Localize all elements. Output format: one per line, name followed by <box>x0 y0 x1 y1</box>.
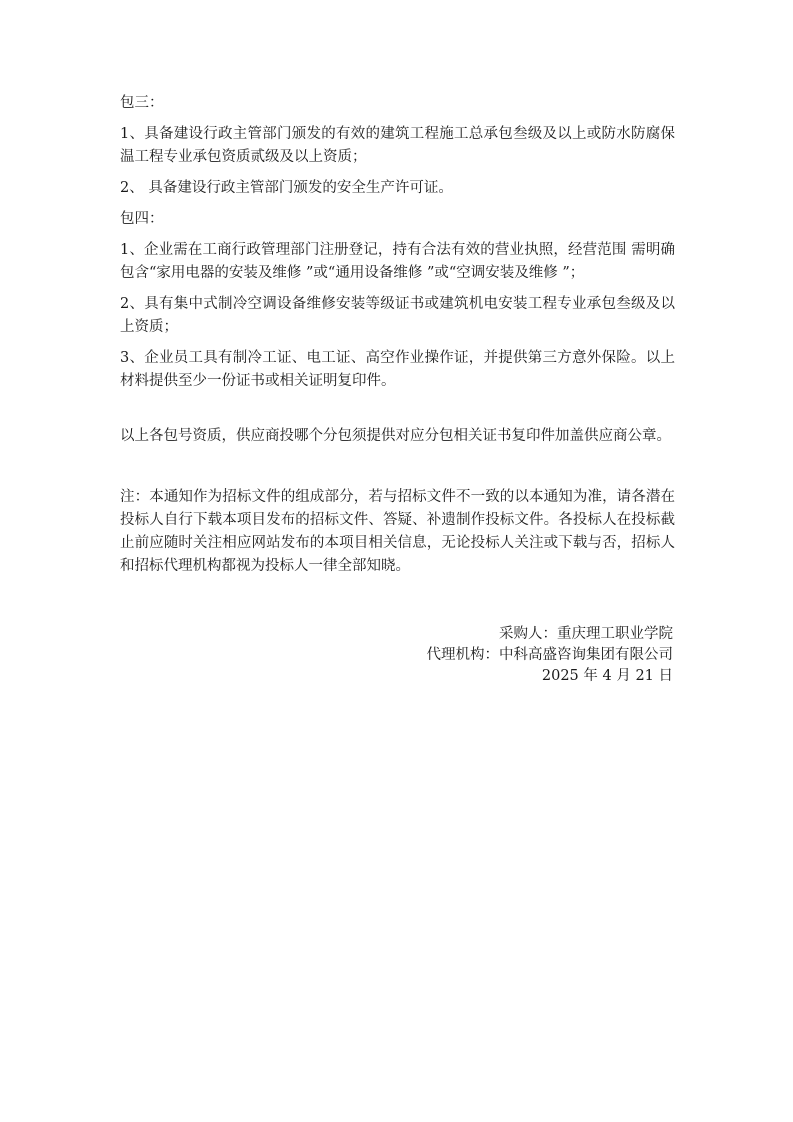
package-4-item-2: 2、具有集中式制冷空调设备维修安装等级证书或建筑机电安装工程专业承包叁级及以上资质； <box>120 296 675 335</box>
date-line: 2025 年 4 月 21 日 <box>541 668 673 684</box>
package-3-heading: 包三： <box>120 95 164 111</box>
notice-note: 注：本通知作为招标文件的组成部分，若与招标文件不一致的以本通知为准，请各潜在投标人自行下载本项目发布的招标文件、答疑、补遗制作投标文件。各投标人在投标截止前应随时关注相应网站发布的本项目相关信息，无论投标人关注或下载与否，招标人和招标代理机构都视为投标人一律全部知晓。 <box>120 489 675 574</box>
purchaser-line: 采购人：重庆理工职业学院 <box>499 626 673 642</box>
spacer <box>120 456 675 486</box>
agency-line: 代理机构：中科高盛咨询集团有限公司 <box>426 647 673 663</box>
package-3-item-1: 1、具备建设行政主管部门颁发的有效的建筑工程施工总承包叁级及以上或防水防腐保温工程专业承包资质贰级及以上资质； <box>120 126 675 165</box>
package-4-item-3: 3、企业员工具有制冷工证、电工证、高空作业操作证，并提供第三方意外保险。以上材料提供至少一份证书或相关证明复印件。 <box>120 350 675 389</box>
package-4-heading: 包四： <box>120 211 164 227</box>
package-4-item-1: 1、企业需在工商行政管理部门注册登记，持有合法有效的营业执照，经营范围 需明确包含“家用电器的安装及维修 ”或“通用设备维修 ”或“空调安装及维修 ”； <box>120 242 675 281</box>
qualification-summary: 以上各包号资质，供应商投哪个分包须提供对应分包相关证书复印件加盖供应商公章。 <box>120 428 671 444</box>
signature-block <box>427 624 674 687</box>
spacer <box>120 401 675 425</box>
document-body <box>120 92 675 586</box>
package-3-item-2: 2、 具备建设行政主管部门颁发的安全生产许可证。 <box>120 180 453 196</box>
